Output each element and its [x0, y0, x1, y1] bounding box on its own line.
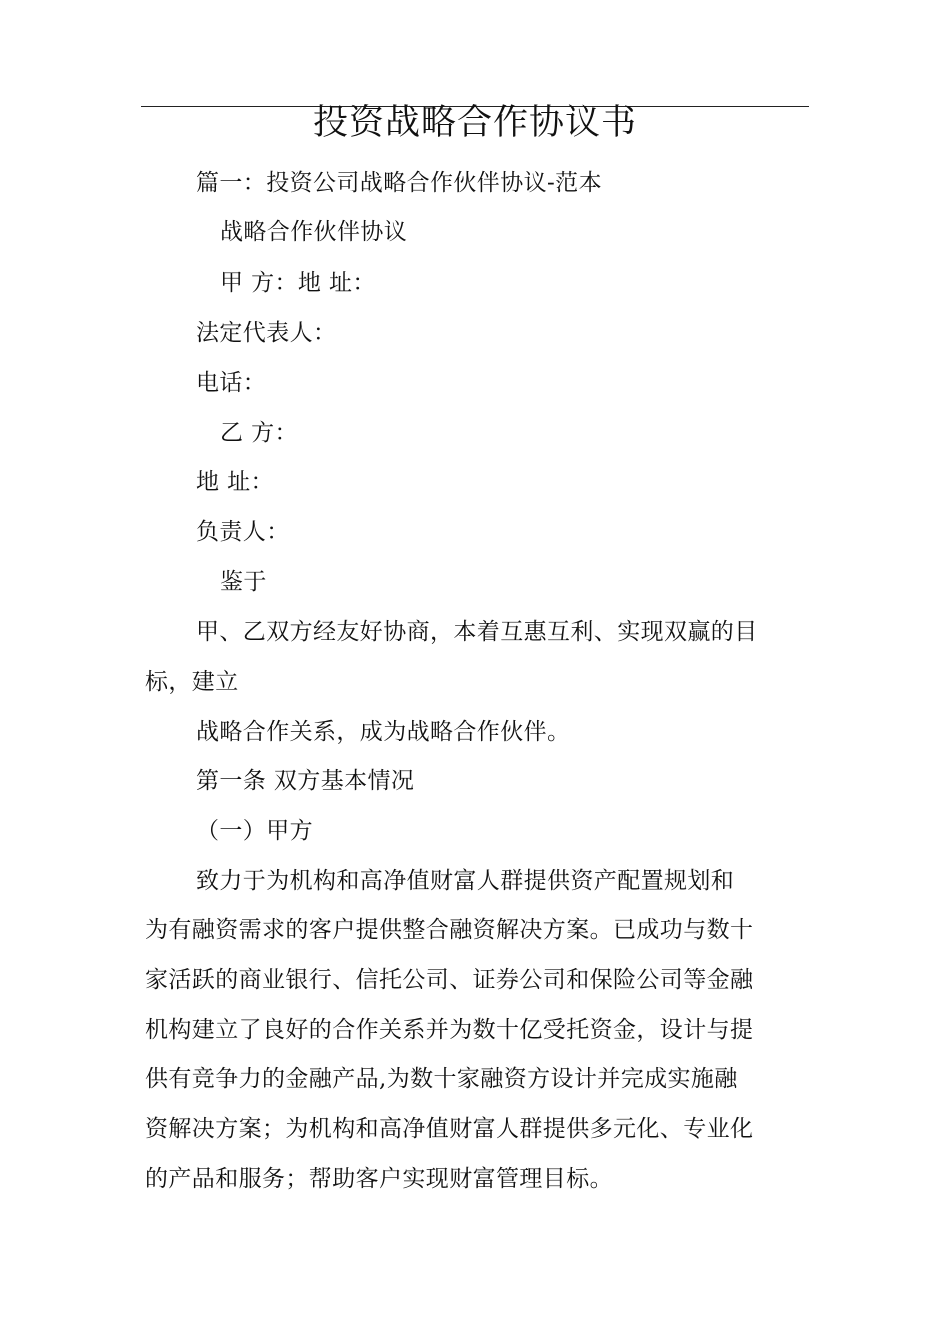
paragraph-line: 供有竞争力的金融产品,为数十家融资方设计并完成实施融: [145, 1066, 738, 1092]
section-heading: 篇一：投资公司战略合作伙伴协议-范本: [196, 170, 602, 196]
paragraph-line: 机构建立了良好的合作关系并为数十亿受托资金，设计与提: [145, 1017, 754, 1043]
responsible-person-line: 负责人：: [196, 519, 290, 545]
party-b-line: 乙 方：: [220, 420, 298, 446]
paragraph-line: 为有融资需求的客户提供整合融资解决方案。已成功与数十: [145, 917, 754, 943]
phone-line: 电话：: [196, 370, 267, 396]
whereas-line: 鉴于: [220, 569, 267, 595]
party-b-address-line: 地 址：: [196, 469, 274, 495]
paragraph-line: 甲、乙双方经友好协商，本着互惠互利、实现双赢的目: [196, 619, 758, 645]
article-heading: 第一条 双方基本情况: [196, 768, 415, 794]
paragraph-line: 标，建立: [145, 669, 239, 695]
paragraph-line: 的产品和服务；帮助客户实现财富管理目标。: [145, 1166, 613, 1192]
paragraph-line: 致力于为机构和高净值财富人群提供资产配置规划和: [196, 868, 735, 894]
document-title: 投资战略合作协议书: [312, 103, 637, 143]
agreement-subtitle: 战略合作伙伴协议: [220, 219, 408, 245]
paragraph-line: 资解决方案；为机构和高净值财富人群提供多元化、专业化: [145, 1116, 754, 1142]
paragraph-line: 战略合作关系，成为战略合作伙伴。: [196, 719, 571, 745]
party-a-address-line: 甲 方：地 址：: [220, 270, 376, 296]
paragraph-line: 家活跃的商业银行、信托公司、证券公司和保险公司等金融: [145, 967, 754, 993]
party-a-heading: （一）甲方: [196, 818, 313, 844]
legal-representative-line: 法定代表人：: [196, 320, 337, 346]
